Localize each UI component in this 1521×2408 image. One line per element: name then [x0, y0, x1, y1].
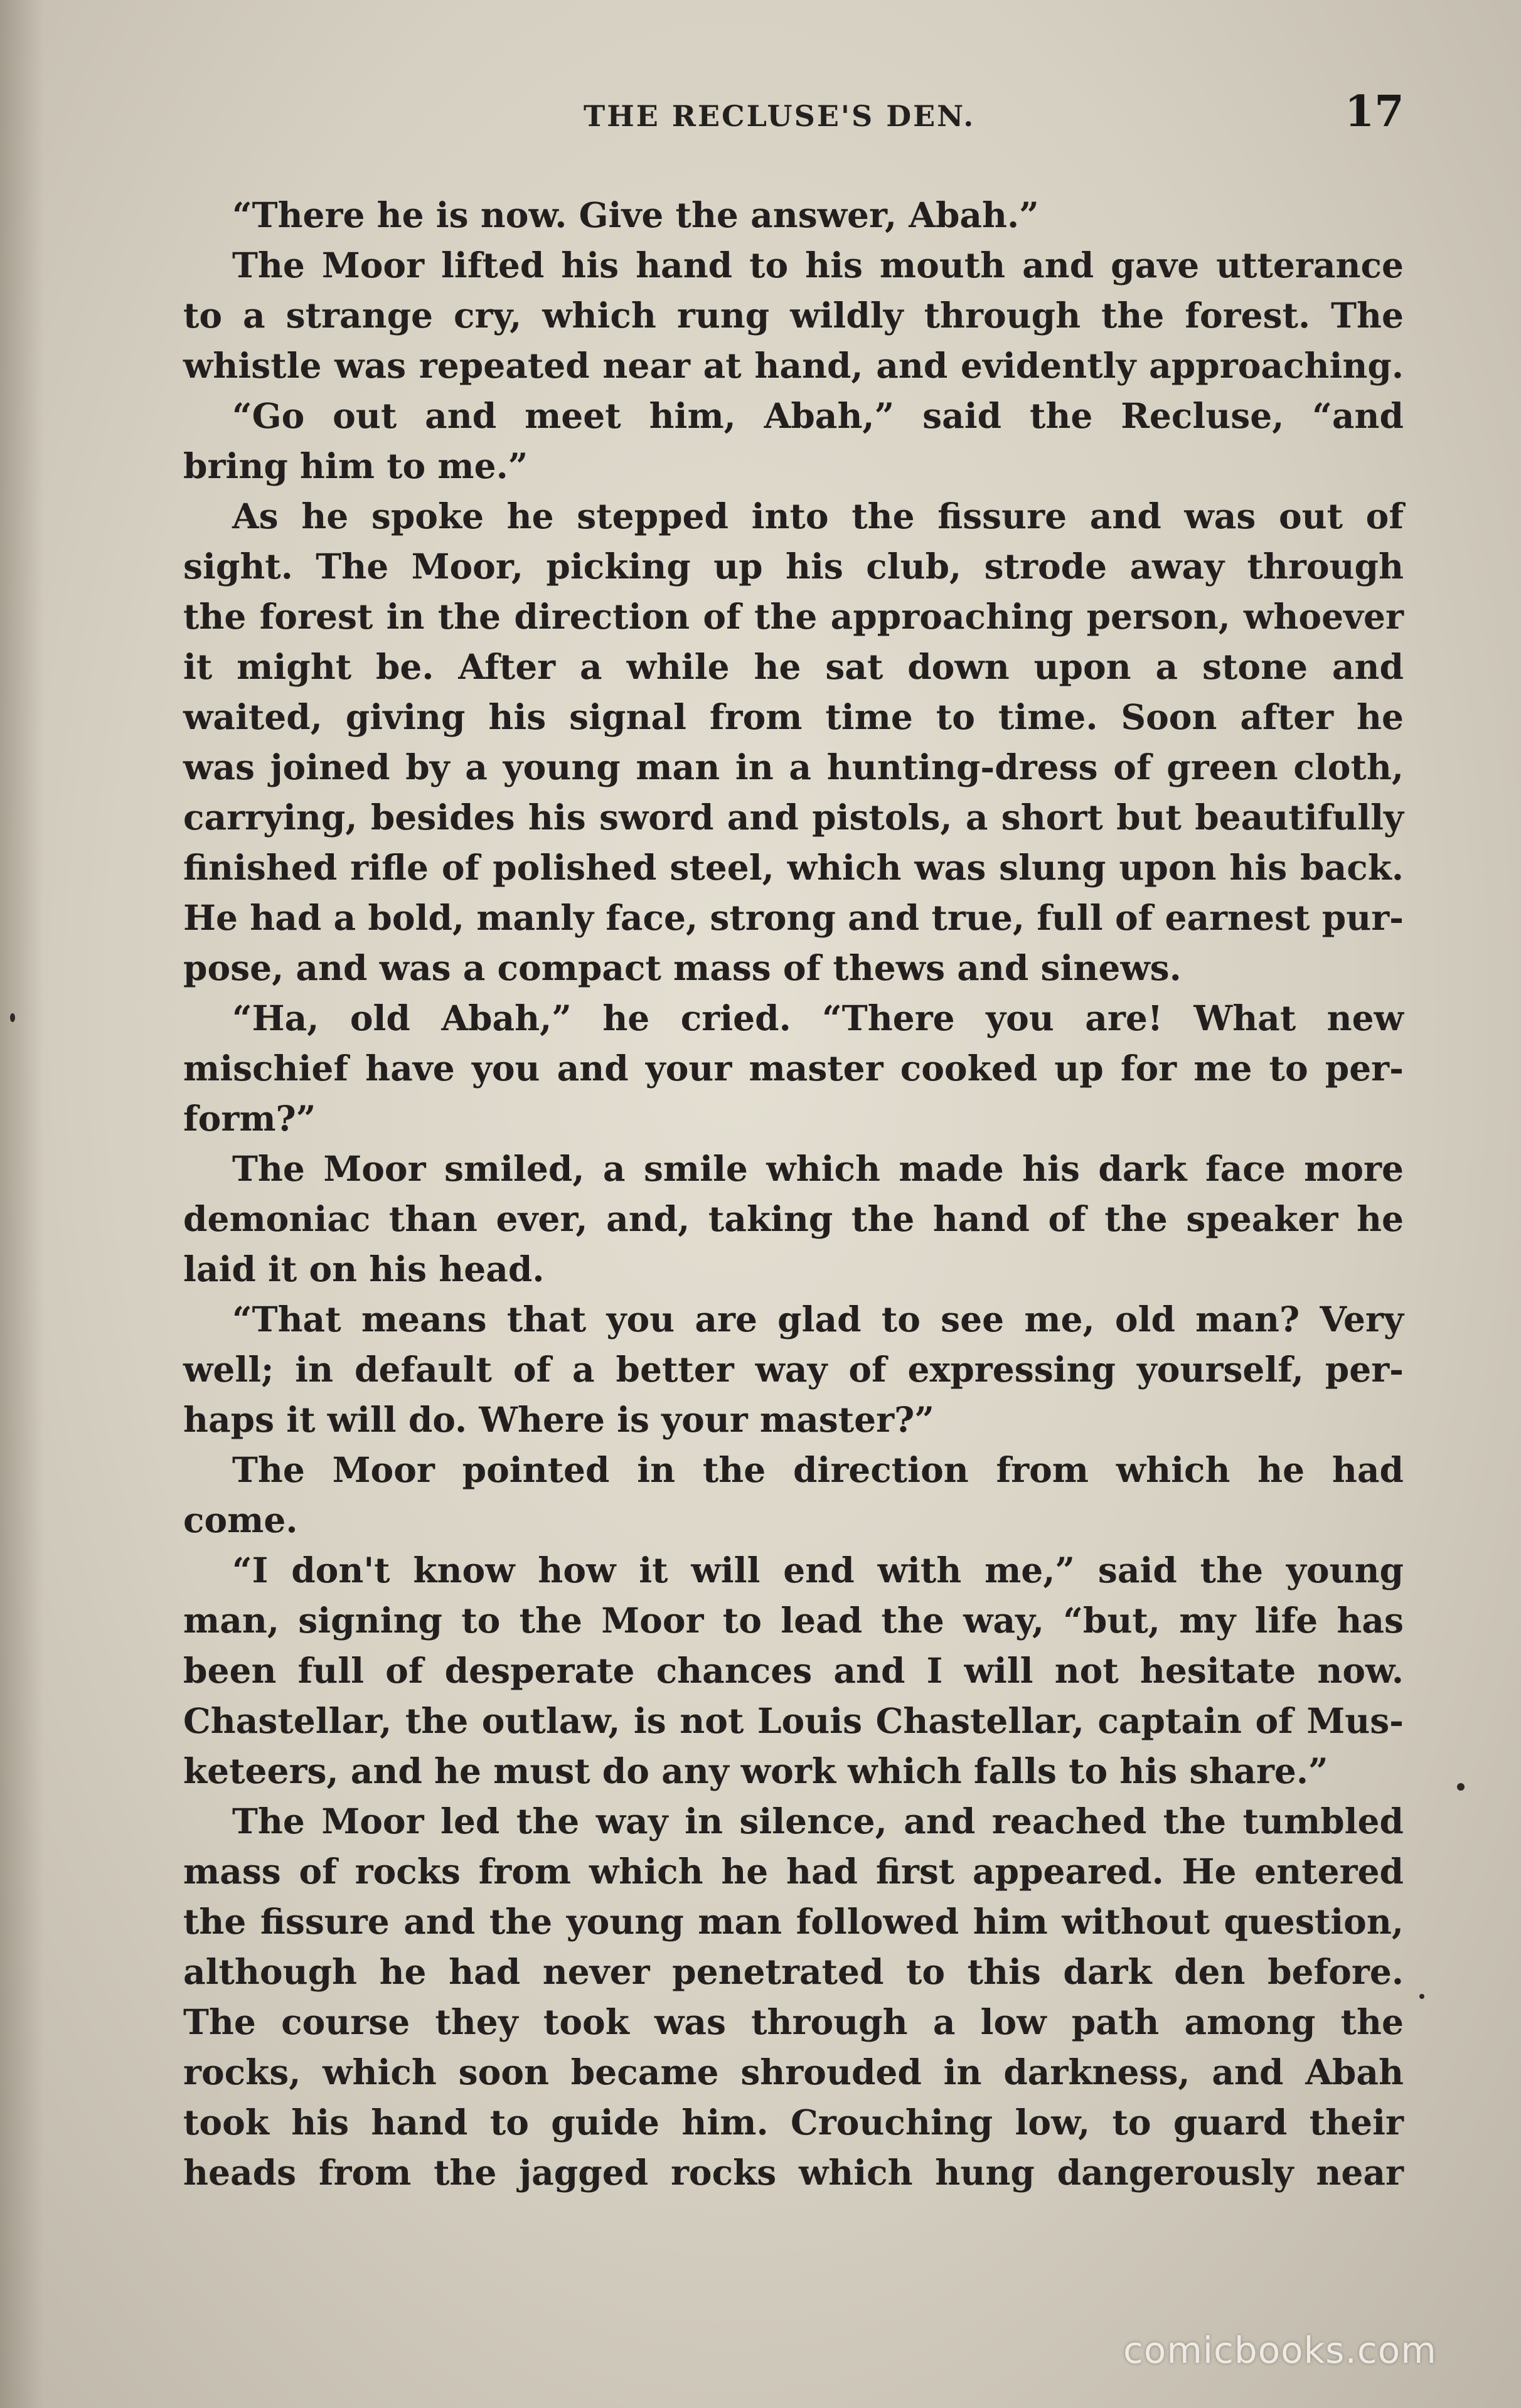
text-line: Chastellar, the outlaw, is not Louis Chastellar, captain of Mus-	[183, 1700, 1404, 1741]
text-line: the fissure and the young man followed him without question,	[183, 1901, 1404, 1942]
watermark: comicbooks.com	[1123, 2329, 1437, 2372]
text-line: man, signing to the Moor to lead the way, “but, my life has	[183, 1600, 1404, 1641]
text-line: to a strange cry, which rung wildly through the forest. The	[183, 295, 1404, 336]
text-line: The Moor smiled, a smile which made his dark face more	[232, 1148, 1404, 1189]
text-line: The course they took was through a low path among the	[183, 2001, 1404, 2042]
text-line: “That means that you are glad to see me, old man? Very	[232, 1299, 1404, 1340]
text-line: mass of rocks from which he had first appeared. He entered	[183, 1851, 1404, 1892]
text-line: pose, and was a compact mass of thews and sinews.	[183, 947, 1182, 988]
ink-speck	[10, 1013, 15, 1022]
text-line: “There he is now. Give the answer, Abah.”	[232, 194, 1039, 235]
text-line: haps it will do. Where is your master?”	[183, 1399, 934, 1440]
text-line: took his hand to guide him. Crouching low, to guard their	[183, 2102, 1404, 2143]
text-line: the forest in the direction of the approaching person, whoever	[183, 596, 1404, 637]
text-line: come.	[183, 1500, 298, 1540]
text-line: form?”	[183, 1098, 316, 1139]
text-line: waited, giving his signal from time to time. Soon after he	[183, 696, 1404, 737]
text-line: it might be. After a while he sat down upon a stone and	[183, 646, 1404, 687]
text-line: demoniac than ever, and, taking the hand of the speaker he	[183, 1198, 1404, 1239]
page-edge-shadow	[0, 0, 44, 2408]
ink-speck	[1457, 1783, 1465, 1791]
text-line: laid it on his head.	[183, 1249, 545, 1289]
ink-speck	[1419, 1994, 1424, 1999]
text-line: was joined by a young man in a hunting-dress of green cloth,	[183, 747, 1404, 787]
page-number: 17	[1345, 87, 1404, 137]
text-line: “I don't know how it will end with me,” said the young	[232, 1550, 1404, 1590]
page-header	[0, 82, 1521, 151]
text-line: been full of desperate chances and I will not hesitate now.	[183, 1650, 1404, 1691]
text-line: The Moor led the way in silence, and reached the tumbled	[232, 1801, 1404, 1841]
text-line: finished rifle of polished steel, which was slung upon his back.	[183, 847, 1404, 888]
text-line: “Ha, old Abah,” he cried. “There you are! What new	[232, 998, 1404, 1038]
text-line: “Go out and meet him, Abah,” said the Recluse, “and	[232, 395, 1404, 436]
text-line: mischief have you and your master cooked up for me to per-	[183, 1048, 1404, 1089]
text-line: well; in default of a better way of expressing yourself, per-	[183, 1349, 1404, 1390]
text-line: He had a bold, manly face, strong and true, full of earnest pur-	[183, 897, 1404, 938]
text-line: carrying, besides his sword and pistols, a short but beautifully	[183, 797, 1404, 838]
text-line: As he spoke he stepped into the fissure and was out of	[232, 496, 1404, 536]
text-line: heads from the jagged rocks which hung dangerously near	[183, 2152, 1404, 2193]
text-line: The Moor pointed in the direction from which he had	[232, 1449, 1404, 1490]
text-line: although he had never penetrated to this dark den before.	[183, 1951, 1404, 1992]
body-text	[183, 190, 1404, 2198]
text-line: keteers, and he must do any work which falls to his share.”	[183, 1750, 1328, 1791]
text-line: rocks, which soon became shrouded in darkness, and Abah	[183, 2052, 1404, 2092]
text-line: bring him to me.”	[183, 445, 528, 486]
running-head: THE RECLUSE'S DEN.	[584, 99, 976, 133]
text-line: whistle was repeated near at hand, and evidently approaching.	[183, 345, 1404, 386]
text-line: The Moor lifted his hand to his mouth and gave utterance	[232, 245, 1404, 285]
text-line: sight. The Moor, picking up his club, strode away through	[183, 546, 1404, 587]
